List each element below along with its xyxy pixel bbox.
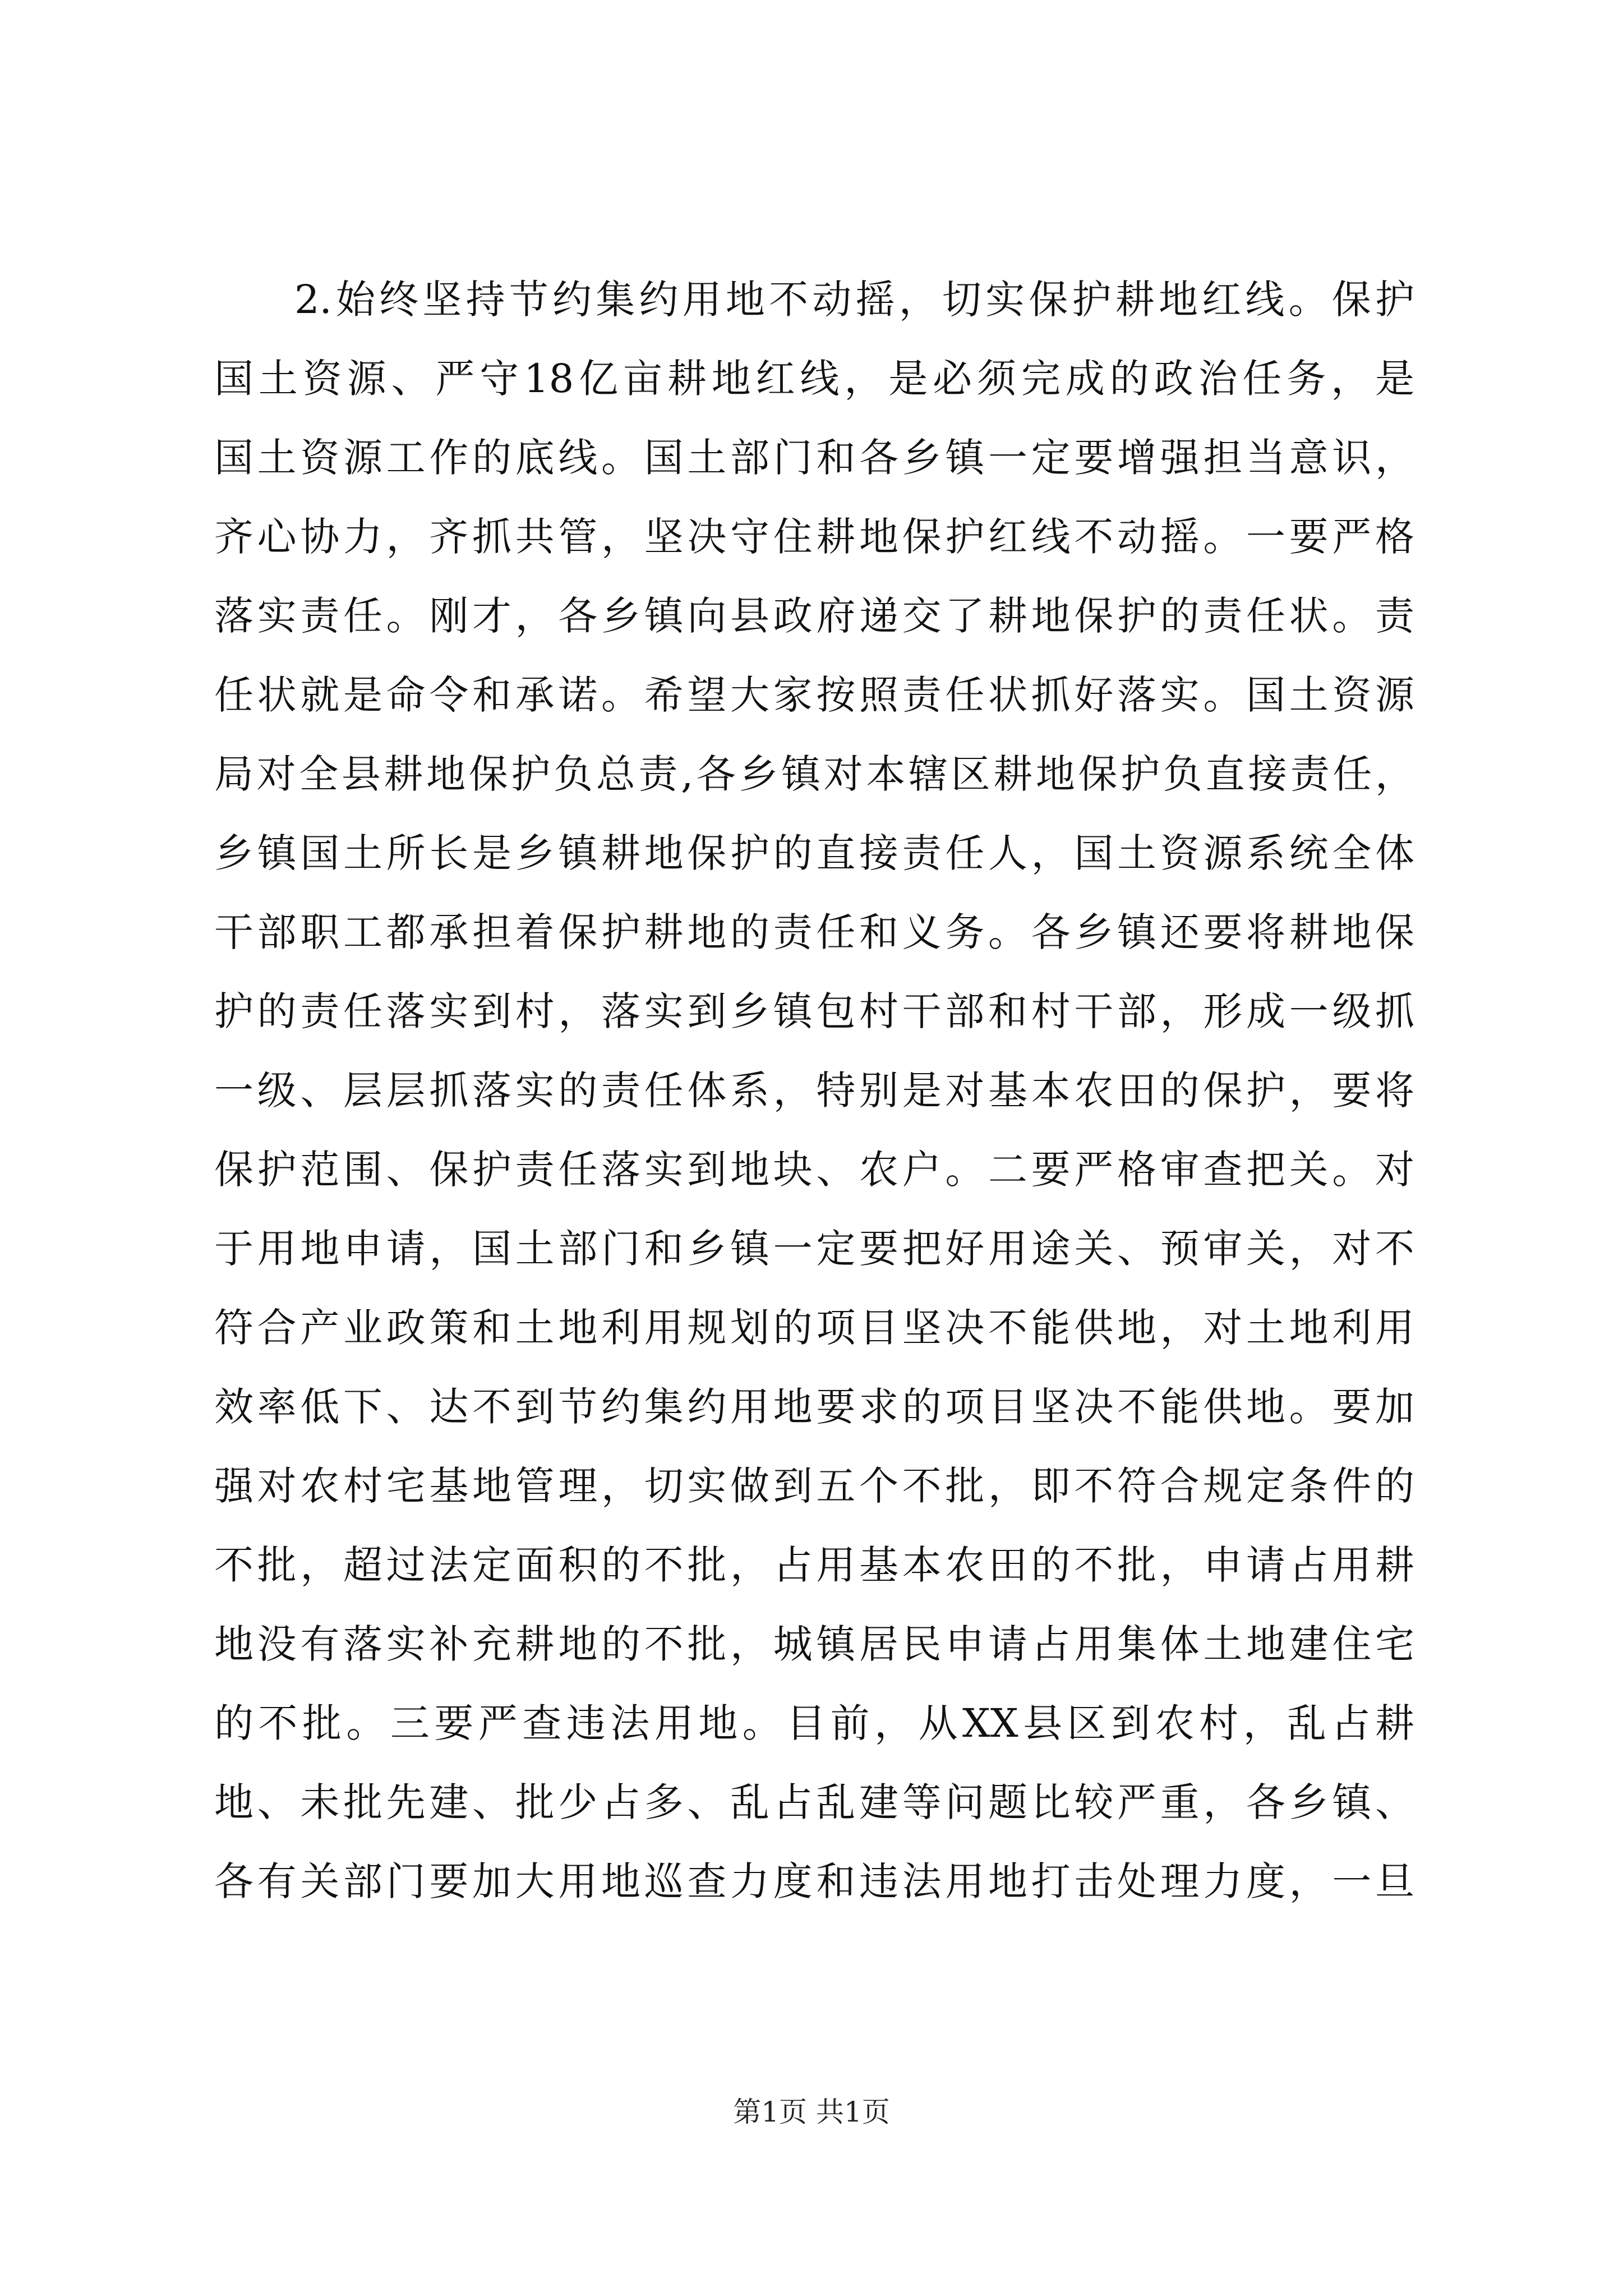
paragraph-line: 国土资源、严守18亿亩耕地红线，是必须完成的政治任务，是 [214, 356, 1414, 402]
page-number-footer: 第1页 共1页 [733, 2096, 890, 2128]
paragraph-line: 任状就是命令和承诺。希望大家按照责任状抓好落实。国土资源 [214, 672, 1414, 718]
paragraph-line: 保护范围、保护责任落实到地块、农户。二要严格审查把关。对 [214, 1147, 1414, 1193]
paragraph-line: 落实责任。刚才，各乡镇向县政府递交了耕地保护的责任状。责 [214, 593, 1414, 639]
paragraph-line: 各有关部门要加大用地巡查力度和违法用地打击处理力度，一旦 [214, 1858, 1414, 1904]
paragraph-line: 2.始终坚持节约集约用地不动摇，切实保护耕地红线。保护 [294, 277, 1414, 323]
paragraph-line: 干部职工都承担着保护耕地的责任和义务。各乡镇还要将耕地保 [214, 909, 1414, 955]
paragraph-line: 国土资源工作的底线。国土部门和各乡镇一定要增强担当意识， [214, 435, 1414, 481]
paragraph-line: 护的责任落实到村，落实到乡镇包村干部和村干部，形成一级抓 [214, 988, 1414, 1034]
paragraph-line: 强对农村宅基地管理，切实做到五个不批，即不符合规定条件的 [214, 1463, 1414, 1509]
paragraph-line: 一级、层层抓落实的责任体系，特别是对基本农田的保护，要将 [214, 1068, 1414, 1114]
paragraph-line: 齐心协力，齐抓共管，坚决守住耕地保护红线不动摇。一要严格 [214, 514, 1414, 560]
paragraph-line: 乡镇国土所长是乡镇耕地保护的直接责任人，国土资源系统全体 [214, 830, 1414, 876]
paragraph-line: 地没有落实补充耕地的不批，城镇居民申请占用集体土地建住宅 [214, 1621, 1414, 1667]
body-paragraph [214, 260, 1414, 1921]
paragraph-line: 地、未批先建、批少占多、乱占乱建等问题比较严重，各乡镇、 [214, 1779, 1414, 1825]
paragraph-line: 效率低下、达不到节约集约用地要求的项目坚决不能供地。要加 [214, 1384, 1414, 1430]
paragraph-line: 局对全县耕地保护负总责,各乡镇对本辖区耕地保护负直接责任， [214, 751, 1414, 797]
paragraph-line: 的不批。三要严查违法用地。目前，从XX县区到农村，乱占耕 [214, 1700, 1414, 1746]
paragraph-line: 不批，超过法定面积的不批，占用基本农田的不批，申请占用耕 [214, 1542, 1414, 1588]
paragraph-line: 于用地申请，国土部门和乡镇一定要把好用途关、预审关，对不 [214, 1226, 1414, 1272]
paragraph-line: 符合产业政策和土地利用规划的项目坚决不能供地，对土地利用 [214, 1305, 1414, 1351]
